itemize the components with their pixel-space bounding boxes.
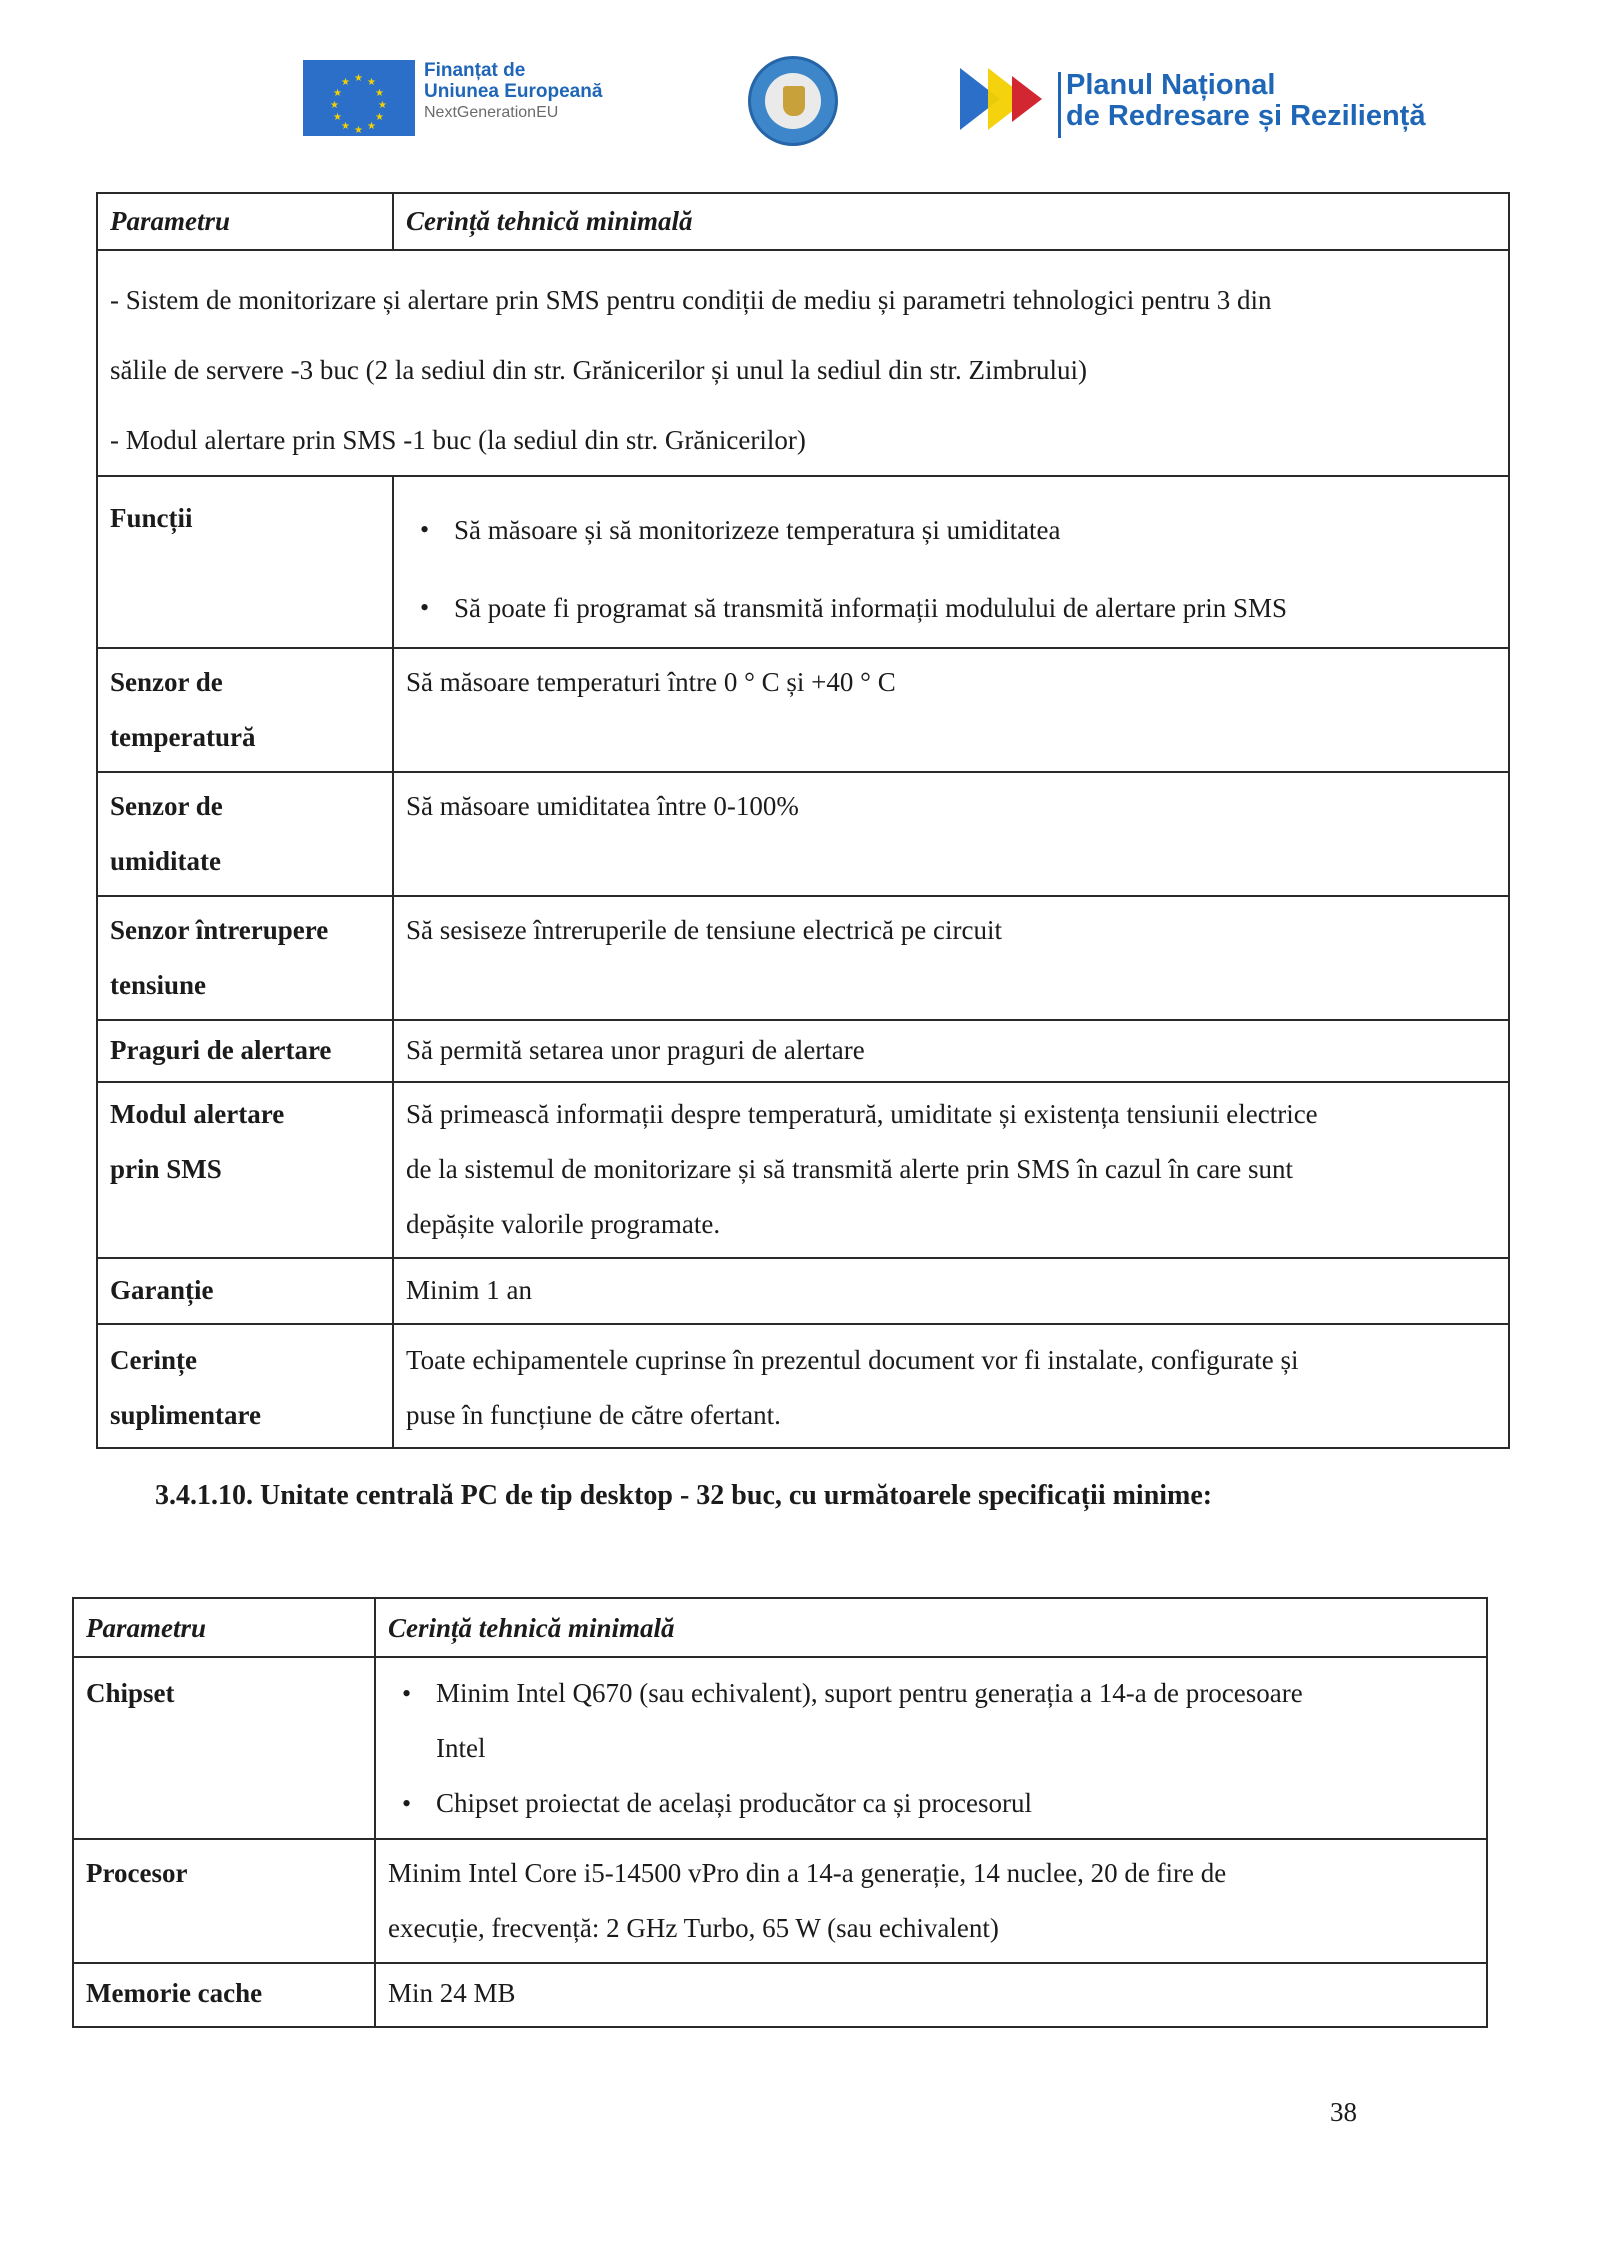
param-line: temperatură [110, 722, 256, 752]
value-line: Să primească informații despre temperatură, umiditate și existența tensiunii electrice [406, 1099, 1318, 1129]
table-header-row [73, 1598, 1487, 1657]
header-requirement: Cerință tehnică minimală [393, 193, 1509, 250]
table-row [97, 772, 1509, 896]
table-row [97, 1082, 1509, 1258]
param-line: umiditate [110, 846, 221, 876]
param-line: prin SMS [110, 1154, 222, 1184]
table-row [97, 476, 1509, 648]
value-line: execuție, frecvență: 2 GHz Turbo, 65 W (sau echivalent) [388, 1913, 999, 1943]
param-line: tensiune [110, 970, 207, 1000]
param-cell: Memorie cache [73, 1963, 375, 2027]
table-row [97, 896, 1509, 1020]
value-cell: Minim 1 an [393, 1258, 1509, 1324]
value-line: de la sistemul de monitorizare și să transmită alerte prin SMS în cazul în care sunt [406, 1154, 1294, 1184]
param-cell [97, 1082, 393, 1258]
param-line: Senzor întrerupere [110, 915, 329, 945]
list-item: • Să măsoare și să monitorizeze temperatura și umiditatea [406, 491, 1496, 569]
list-item: • Să poate fi programat să transmită informații modulului de alertare prin SMS [406, 569, 1496, 647]
value-line: Toate echipamentele cuprinse în prezentul document vor fi instalate, configurate și [406, 1345, 1299, 1375]
page-header [0, 0, 1600, 170]
list-item [388, 1666, 1474, 1776]
pnrr-arrow-logo [960, 64, 1055, 134]
intro-line: - Modul alertare prin SMS -1 buc (la sediul din str. Grănicerilor) [110, 425, 806, 455]
desktop-pc-spec-table [72, 1597, 1488, 2028]
param-line: Senzor de [110, 791, 223, 821]
param-cell [97, 648, 393, 772]
value-line: depășite valorile programate. [406, 1209, 721, 1239]
table-row [97, 648, 1509, 772]
eu-funding-text [424, 60, 602, 123]
value-line: Minim Intel Core i5-14500 vPro din a 14-a generație, 14 nuclee, 20 de fire de [388, 1858, 1227, 1888]
value-cell: Să permită setarea unor praguri de alertare [393, 1020, 1509, 1082]
intro-row [97, 250, 1509, 476]
eu-line-3: NextGenerationEU [424, 104, 559, 121]
value-cell [393, 1324, 1509, 1448]
pnrr-line-2: de Redresare și Reziliență [1066, 100, 1426, 132]
bullet-list [388, 1666, 1474, 1831]
header-param: Parametru [97, 193, 393, 250]
eu-flag-logo: ★ ★ ★ ★ ★ ★ ★ ★ ★ ★ ★ ★ [303, 60, 415, 136]
eu-line-2: Uniunea Europeană [424, 81, 603, 102]
section-title: 3.4.1.10. Unitate centrală PC de tip desktop - 32 buc, cu următoarele specificații minime: [155, 1480, 1213, 1511]
list-item: • Chipset proiectat de același producător ca și procesorul [388, 1776, 1474, 1831]
table-row [97, 1020, 1509, 1082]
param-line: Cerințe [110, 1345, 197, 1375]
param-cell [97, 1324, 393, 1448]
eu-line-1: Finanțat de [424, 60, 526, 81]
intro-cell [97, 250, 1509, 476]
param-line: suplimentare [110, 1400, 262, 1430]
param-cell [97, 896, 393, 1020]
param-cell: Praguri de alertare [97, 1020, 393, 1082]
param-cell: Procesor [73, 1839, 375, 1963]
table-row [73, 1657, 1487, 1839]
param-line: Modul alertare [110, 1099, 285, 1129]
intro-line: - Sistem de monitorizare și alertare prin SMS pentru condiții de mediu și parametri tehnologici pentru 3 din [110, 285, 1272, 315]
value-cell [393, 476, 1509, 648]
list-item-line: • Minim Intel Q670 (sau echivalent), suport pentru generația a 14-a de procesoare [436, 1678, 1303, 1708]
param-cell [97, 772, 393, 896]
value-cell: Min 24 MB [375, 1963, 1487, 2027]
value-cell [375, 1657, 1487, 1839]
pnrr-line-1: Planul Național [1066, 69, 1276, 101]
param-line: Senzor de [110, 667, 223, 697]
page-number: 38 [1330, 2097, 1357, 2127]
pnrr-divider [1058, 72, 1061, 138]
value-line: puse în funcțiune de către ofertant. [406, 1400, 781, 1430]
table-header-row [97, 193, 1509, 250]
value-cell: Să măsoare temperaturi între 0 ° C și +40 ° C [393, 648, 1509, 772]
param-cell: Chipset [73, 1657, 375, 1839]
table-row [73, 1839, 1487, 1963]
bullet-list [406, 491, 1496, 647]
value-cell: Să sesiseze întreruperile de tensiune electrică pe circuit [393, 896, 1509, 1020]
param-cell: Garanție [97, 1258, 393, 1324]
monitoring-system-spec-table [96, 192, 1510, 1449]
romanian-government-seal-logo [748, 56, 838, 146]
header-param: Parametru [73, 1598, 375, 1657]
value-cell [375, 1839, 1487, 1963]
table-row [97, 1258, 1509, 1324]
value-cell: Să măsoare umiditatea între 0-100% [393, 772, 1509, 896]
table-row [97, 1324, 1509, 1448]
intro-line: sălile de servere -3 buc (2 la sediul din str. Grănicerilor și unul la sediul din str. Zimbrului) [110, 355, 1088, 385]
value-cell [393, 1082, 1509, 1258]
param-cell: Funcții [97, 476, 393, 648]
header-requirement: Cerință tehnică minimală [375, 1598, 1487, 1657]
pnrr-logo-text [1066, 70, 1425, 132]
list-item-line: Intel [436, 1733, 486, 1763]
table-row [73, 1963, 1487, 2027]
